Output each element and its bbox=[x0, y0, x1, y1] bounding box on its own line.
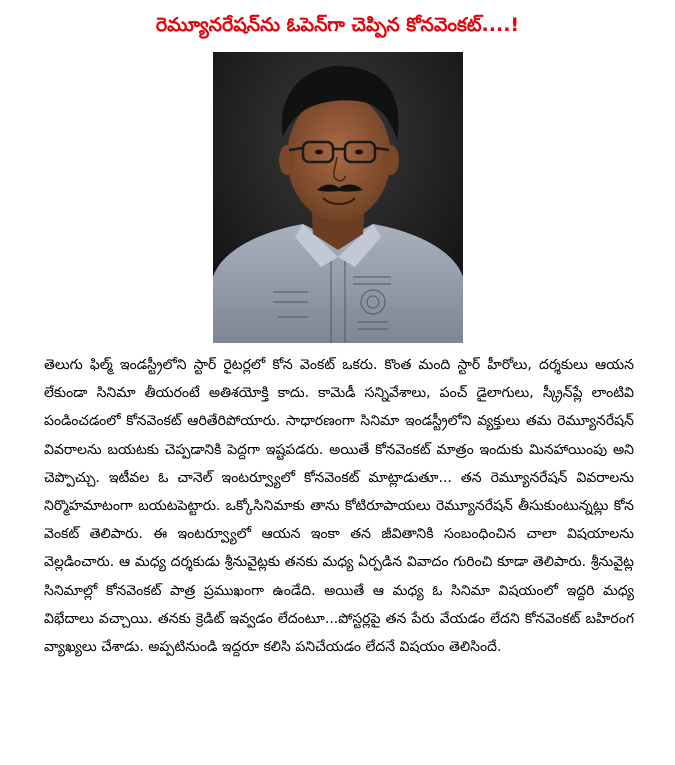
article-body: తెలుగు ఫిల్మ్‌ ఇండస్ట్రీలోని స్టార్‌ రైటర్లలో కోన వెంకట్‌ ఒకరు. కొంత మంది స్టార్‌ హీరోలు, దర్శకులు ఆయన లేకుండా సినిమా తీయరంటే అతిశయోక్తి కాదు. కామెడీ సన్నివేశాలు, పంచ్‌ డైలాగులు, స్క్రీన్‌ప్లే లాంటివి పండించడంలో కోనవెంకట్‌ ఆరితేరిపోయారు. సాధారణంగా సినిమా ఇండస్ట్రీలోని వ్యక్తులు తమ రెమ్యూనరేషన్‌ వివరాలను బయటకు చెప్పడానికి పెద్దగా ఇష్టపడరు. అయితే కోనవెంకట్‌ మాత్రం ఇందుకు మినహాయింపు అని చెప్పొచ్చు. ఇటీవల ఓ చానెల్‌ ఇంటర్వ్యూలో కోనవెంకట్‌ మాట్లాడుతూ... తన రెమ్యూనరేషన్‌ వివరాలను నిర్మొహమాటంగా బయటపెట్టారు. ఒక్కోసినిమాకు తాను కోటిరూపాయలు రెమ్యూనరేషన్‌ తీసుకుంటున్నట్లు కోన వెంకట్‌ తెలిపారు. ఈ ఇంటర్వ్యూలో ఆయన ఇంకా తన జీవితానికి సంబంధించిన చాలా విషయాలను వెల్లడించారు. ఆ మధ్య దర్శకుడు శ్రీనువైట్లకు తనకు మధ్య ఏర్పడిన వివాదం గురించి కూడా తెలిపారు. శ్రీనువైట్ల సినిమాల్లో కోనవెంకట్‌ పాత్ర ప్రముఖంగా ఉండేది. అయితే ఆ మధ్య ఓ సినిమా విషయంలో ఇద్దరి మధ్య విభేదాలు వచ్చాయి. తనకు క్రెడిట్‌ ఇవ్వడం లేదంటూ...పోస్టర్లపై తన పేరు వేయడం లేదని కోనవెంకట్‌ బహిరంగ వ్యాఖ్యలు చేశాడు. అప్పటినుండి ఇద్దరూ కలిసి పనిచేయడం లేదనే విషయం తెలిసిందే. bbox=[44, 357, 634, 656]
portrait-photo bbox=[213, 52, 463, 343]
headline: రెమ్యూనరేషన్‌ను ఓపెన్‌గా చెప్పిన కోనవెంకట్‌....! bbox=[155, 14, 520, 36]
portrait-illustration bbox=[213, 52, 463, 343]
